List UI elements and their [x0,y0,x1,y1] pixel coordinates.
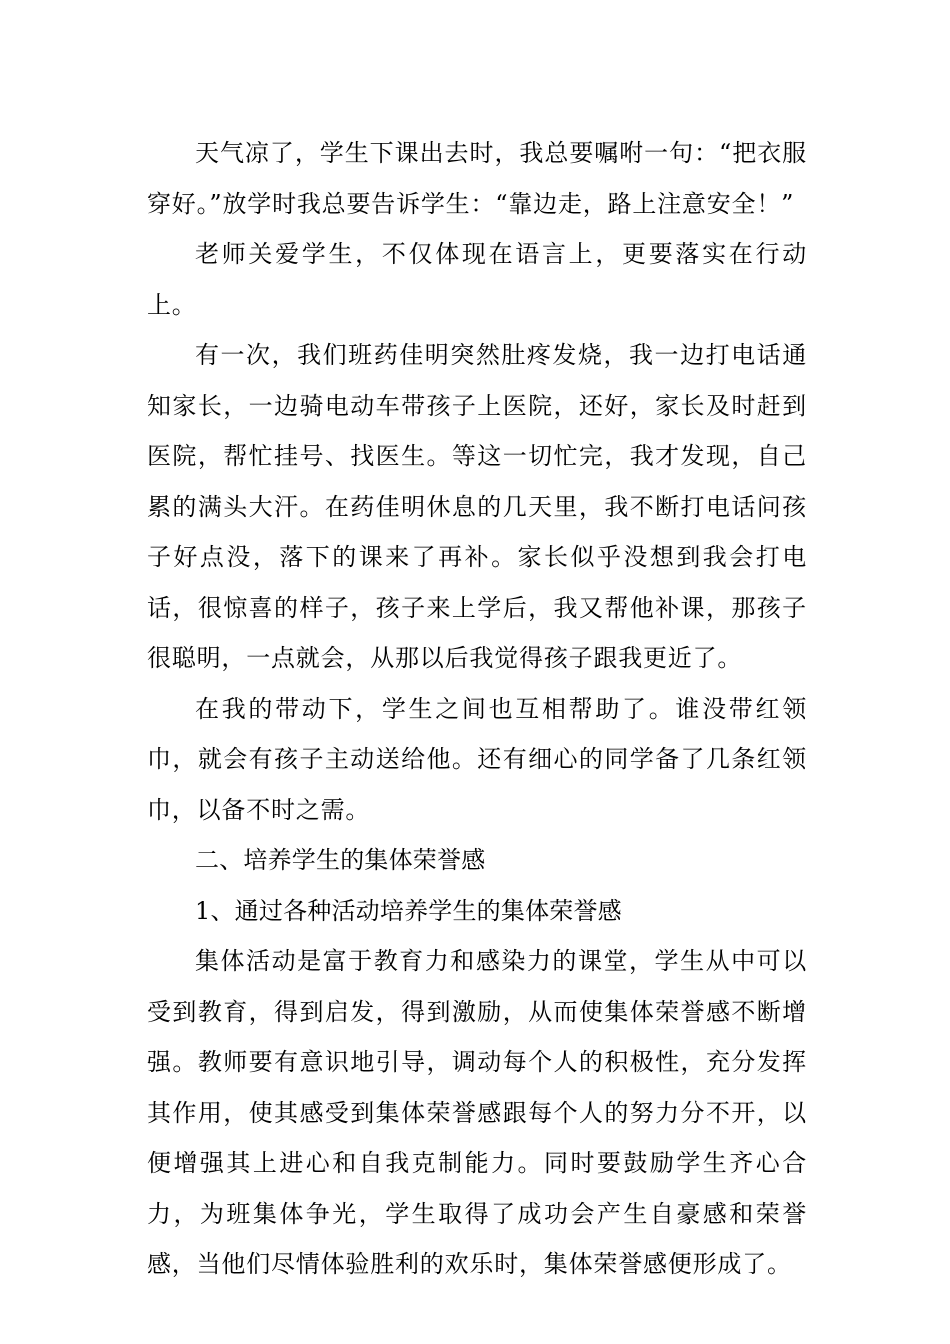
paragraph-hospital-story: 有一次，我们班药佳明突然肚疼发烧，我一边打电话通知家长，一边骑电动车带孩子上医院，还好，家长及时赶到医院，帮忙挂号、找医生。等这一切忙完，我才发现，自己累的满头大汗。在药佳明休息的几天里，我不断打电话问孩子好点没，落下的课来了再补。家长似乎没想到我会打电话，很惊喜的样子，孩子来上学后，我又帮他补课，那孩子很聪明，一点就会，从那以后我觉得孩子跟我更近了。 [147,341,807,672]
paragraph-mutual-help: 在我的带动下，学生之间也互相帮助了。谁没带红领巾，就会有孩子主动送给他。还有细心的同学备了几条红领巾，以备不时之需。 [147,694,807,824]
subsection-heading: 1、通过各种活动培养学生的集体荣誉感 [195,896,622,925]
document-body [147,128,807,1290]
paragraph-teacher-care: 老师关爱学生，不仅体现在语言上，更要落实在行动上。 [147,240,807,319]
paragraph-collective-activities: 集体活动是富于教育力和感染力的课堂，学生从中可以受到教育，得到启发，得到激励，从而使集体荣誉感不断增强。教师要有意识地引导，调动每个人的积极性，充分发挥其作用，使其感受到集体荣誉感跟每个人的努力分不开，以便增强其上进心和自我克制能力。同时要鼓励学生齐心合力，为班集体争光，学生取得了成功会产生自豪感和荣誉感，当他们尽情体验胜利的欢乐时，集体荣誉感便形成了。 [147,947,807,1278]
paragraph-weather-reminder: 天气凉了，学生下课出去时，我总要嘱咐一句：“把衣服穿好。”放学时我总要告诉学生：“靠边走，路上注意安全！” [147,139,807,218]
section-heading: 二、培养学生的集体荣誉感 [195,846,486,874]
